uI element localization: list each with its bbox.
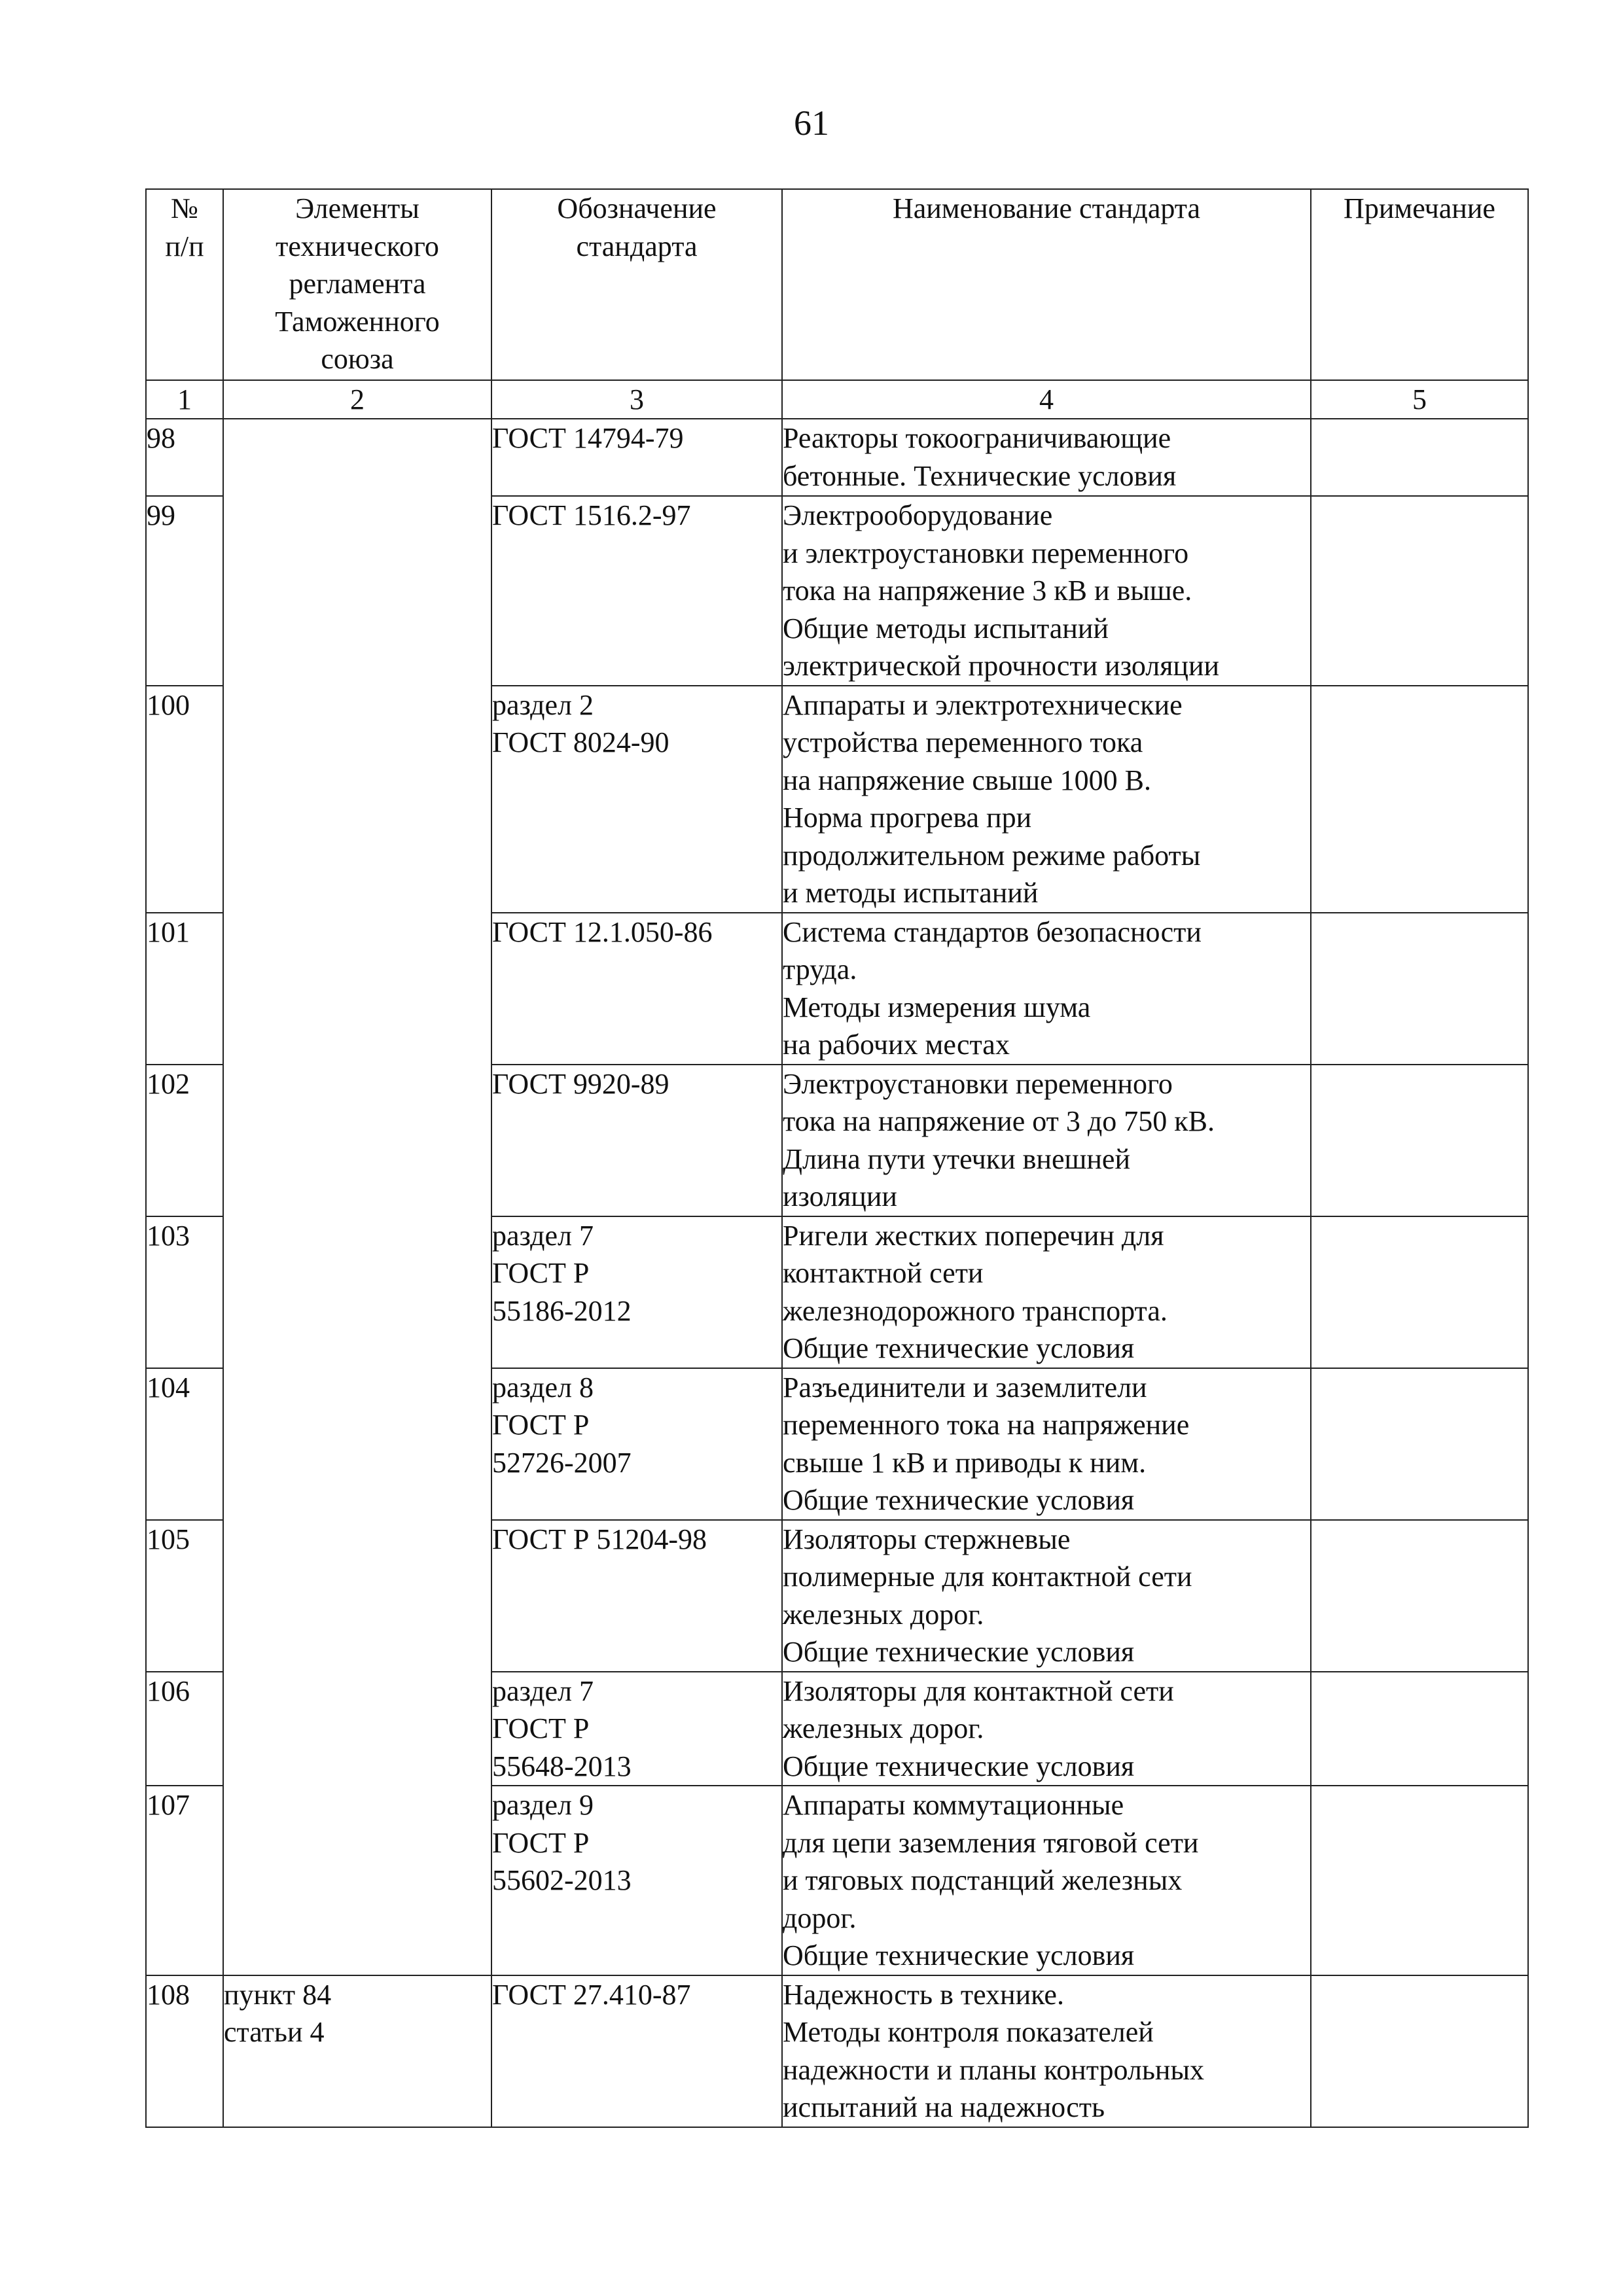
standard-name-line: Общие технические условия <box>783 1750 1135 1782</box>
row-element-ref <box>223 1368 491 1520</box>
standard-name-line: Электроустановки переменного <box>783 1067 1173 1100</box>
row-note <box>1311 1520 1528 1672</box>
standard-name-line: Методы контроля показателей <box>783 2016 1154 2048</box>
standard-name-line: дорог. <box>783 1901 857 1934</box>
standard-name-line: и методы испытаний <box>783 877 1039 909</box>
designation-line: ГОСТ Р <box>492 1409 590 1441</box>
standard-name-line: устройства переменного тока <box>783 726 1143 758</box>
row-number: 106 <box>146 1672 223 1786</box>
header-standard-name <box>782 189 1311 380</box>
standard-name-line: Длина пути утечки внешней <box>783 1142 1130 1175</box>
element-ref-line: пункт 84 <box>224 1978 332 2011</box>
table-body <box>146 419 1528 2127</box>
row-designation <box>491 496 782 686</box>
designation-line: ГОСТ Р 51204-98 <box>492 1523 707 1555</box>
designation-line: раздел 8 <box>492 1371 594 1404</box>
row-note <box>1311 686 1528 913</box>
header-text: технического <box>276 230 439 262</box>
column-index: 1 <box>146 380 223 419</box>
standard-name-line: Система стандартов безопасности <box>783 915 1202 948</box>
row-standard-name <box>782 1975 1311 2127</box>
header-text: Таможенного <box>275 305 440 338</box>
row-designation <box>491 1216 782 1368</box>
row-designation <box>491 913 782 1065</box>
standard-name-line: Общие технические условия <box>783 1636 1135 1668</box>
standard-name-line: Общие методы испытаний <box>783 612 1109 645</box>
row-element-ref <box>223 1975 491 2127</box>
row-designation <box>491 419 782 496</box>
header-row <box>146 189 1528 380</box>
designation-line: 52726-2007 <box>492 1446 632 1479</box>
standard-name-line: продолжительном режиме работы <box>783 839 1201 872</box>
page-number: 61 <box>794 103 829 143</box>
header-designation <box>491 189 782 380</box>
table-row <box>146 1975 1528 2127</box>
table-row <box>146 913 1528 1065</box>
standard-name-line: Аппараты и электротехнические <box>783 688 1183 721</box>
designation-line: 55648-2013 <box>492 1750 632 1782</box>
standard-name-line: переменного тока на напряжение <box>783 1409 1190 1441</box>
row-standard-name <box>782 1520 1311 1672</box>
standard-name-line: Общие технические условия <box>783 1332 1135 1364</box>
row-note <box>1311 913 1528 1065</box>
standards-table <box>145 188 1529 2128</box>
row-element-ref <box>223 1216 491 1368</box>
standard-name-line: бетонные. Технические условия <box>783 459 1177 492</box>
standard-name-line: и электроустановки переменного <box>783 537 1189 569</box>
standard-name-line: на напряжение свыше 1000 В. <box>783 764 1151 796</box>
standard-name-line: испытаний на надежность <box>783 2091 1105 2123</box>
row-number: 98 <box>146 419 223 496</box>
standard-name-line: Методы измерения шума <box>783 991 1091 1023</box>
row-number: 99 <box>146 496 223 686</box>
row-element-ref <box>223 686 491 913</box>
header-text: Элементы <box>295 192 419 224</box>
column-index: 3 <box>491 380 782 419</box>
header-text: Обозначение <box>557 192 717 224</box>
standard-name-line: Норма прогрева при <box>783 802 1032 834</box>
standard-name-line: свыше 1 кВ и приводы к ним. <box>783 1446 1147 1479</box>
row-number: 105 <box>146 1520 223 1672</box>
header-text: союза <box>321 343 394 375</box>
table-row <box>146 1672 1528 1786</box>
row-standard-name <box>782 1786 1311 1975</box>
standard-name-line: надежности и планы контрольных <box>783 2053 1205 2086</box>
row-standard-name <box>782 1216 1311 1368</box>
row-designation <box>491 1368 782 1520</box>
standard-name-line: Изоляторы стержневые <box>783 1523 1071 1555</box>
row-standard-name <box>782 686 1311 913</box>
designation-line: ГОСТ 14794-79 <box>492 422 684 454</box>
row-number: 103 <box>146 1216 223 1368</box>
table-row <box>146 496 1528 686</box>
designation-line: ГОСТ 9920-89 <box>492 1067 669 1100</box>
standard-name-line: контактной сети <box>783 1257 984 1289</box>
row-note <box>1311 496 1528 686</box>
standard-name-line: тока на напряжение 3 кВ и выше. <box>783 574 1192 607</box>
row-note <box>1311 419 1528 496</box>
designation-line: раздел 2 <box>492 688 594 721</box>
column-index: 4 <box>782 380 1311 419</box>
row-designation <box>491 1065 782 1216</box>
column-index-row <box>146 380 1528 419</box>
header-number <box>146 189 223 380</box>
standard-name-line: Общие технические условия <box>783 1484 1135 1516</box>
standard-name-line: изоляции <box>783 1180 897 1212</box>
standard-name-line: и тяговых подстанций железных <box>783 1864 1183 1896</box>
row-standard-name <box>782 419 1311 496</box>
row-note <box>1311 1216 1528 1368</box>
row-element-ref <box>223 1672 491 1786</box>
standard-name-line: Надежность в технике. <box>783 1978 1064 2011</box>
row-element-ref <box>223 913 491 1065</box>
header-note <box>1311 189 1528 380</box>
row-note <box>1311 1975 1528 2127</box>
standard-name-line: Электрооборудование <box>783 499 1053 531</box>
header-text: п/п <box>165 230 204 262</box>
table-row <box>146 1368 1528 1520</box>
row-standard-name <box>782 496 1311 686</box>
standard-name-line: на рабочих местах <box>783 1029 1010 1061</box>
designation-line: ГОСТ 27.410-87 <box>492 1978 691 2011</box>
standard-name-line: Ригели жестких поперечин для <box>783 1219 1164 1252</box>
standard-name-line: Реакторы токоограничивающие <box>783 422 1171 454</box>
table-row <box>146 686 1528 913</box>
header-text: регламента <box>289 268 426 300</box>
row-number: 104 <box>146 1368 223 1520</box>
table-row <box>146 1520 1528 1672</box>
row-number: 108 <box>146 1975 223 2127</box>
header-text: Примечание <box>1344 192 1495 224</box>
standard-name-line: железных дорог. <box>783 1712 984 1744</box>
row-standard-name <box>782 1065 1311 1216</box>
row-number: 107 <box>146 1786 223 1975</box>
designation-line: ГОСТ 8024-90 <box>492 726 669 758</box>
designation-line: раздел 7 <box>492 1219 594 1252</box>
table-row <box>146 1065 1528 1216</box>
row-element-ref <box>223 1786 491 1975</box>
row-element-ref <box>223 1065 491 1216</box>
row-note <box>1311 1065 1528 1216</box>
standard-name-line: Общие технические условия <box>783 1939 1135 1971</box>
designation-line: ГОСТ Р <box>492 1257 590 1289</box>
standard-name-line: электрической прочности изоляции <box>783 650 1220 682</box>
designation-line: ГОСТ Р <box>492 1826 590 1859</box>
element-ref-line: статьи 4 <box>224 2016 325 2048</box>
standard-name-line: Изоляторы для контактной сети <box>783 1674 1174 1707</box>
designation-line: ГОСТ 12.1.050-86 <box>492 915 713 948</box>
standard-name-line: труда. <box>783 953 857 985</box>
standard-name-line: полимерные для контактной сети <box>783 1561 1192 1593</box>
row-note <box>1311 1786 1528 1975</box>
designation-line: раздел 9 <box>492 1789 594 1821</box>
row-designation <box>491 686 782 913</box>
row-designation <box>491 1975 782 2127</box>
row-standard-name <box>782 1672 1311 1786</box>
designation-line: 55602-2013 <box>492 1864 632 1896</box>
designation-line: раздел 7 <box>492 1674 594 1707</box>
standard-name-line: Аппараты коммутационные <box>783 1789 1124 1821</box>
standard-name-line: железнодорожного транспорта. <box>783 1294 1168 1327</box>
row-designation <box>491 1672 782 1786</box>
designation-line: 55186-2012 <box>492 1294 632 1327</box>
row-standard-name <box>782 1368 1311 1520</box>
table-row <box>146 419 1528 496</box>
row-designation <box>491 1520 782 1672</box>
standard-name-line: Разъединители и заземлители <box>783 1371 1147 1404</box>
standard-name-line: железных дорог. <box>783 1598 984 1631</box>
column-index: 2 <box>223 380 491 419</box>
header-text: стандарта <box>576 230 698 262</box>
row-element-ref <box>223 1520 491 1672</box>
row-number: 101 <box>146 913 223 1065</box>
designation-line: ГОСТ 1516.2-97 <box>492 499 691 531</box>
table-row <box>146 1216 1528 1368</box>
column-index: 5 <box>1311 380 1528 419</box>
row-standard-name <box>782 913 1311 1065</box>
designation-line: ГОСТ Р <box>492 1712 590 1744</box>
row-number: 102 <box>146 1065 223 1216</box>
header-elements <box>223 189 491 380</box>
row-designation <box>491 1786 782 1975</box>
standard-name-line: для цепи заземления тяговой сети <box>783 1826 1199 1859</box>
standard-name-line: тока на напряжение от 3 до 750 кВ. <box>783 1105 1215 1137</box>
row-element-ref <box>223 496 491 686</box>
header-text: Наименование стандарта <box>892 192 1201 224</box>
table-row <box>146 1786 1528 1975</box>
row-number: 100 <box>146 686 223 913</box>
row-note <box>1311 1368 1528 1520</box>
header-text: № <box>171 192 198 224</box>
row-note <box>1311 1672 1528 1786</box>
row-element-ref <box>223 419 491 496</box>
